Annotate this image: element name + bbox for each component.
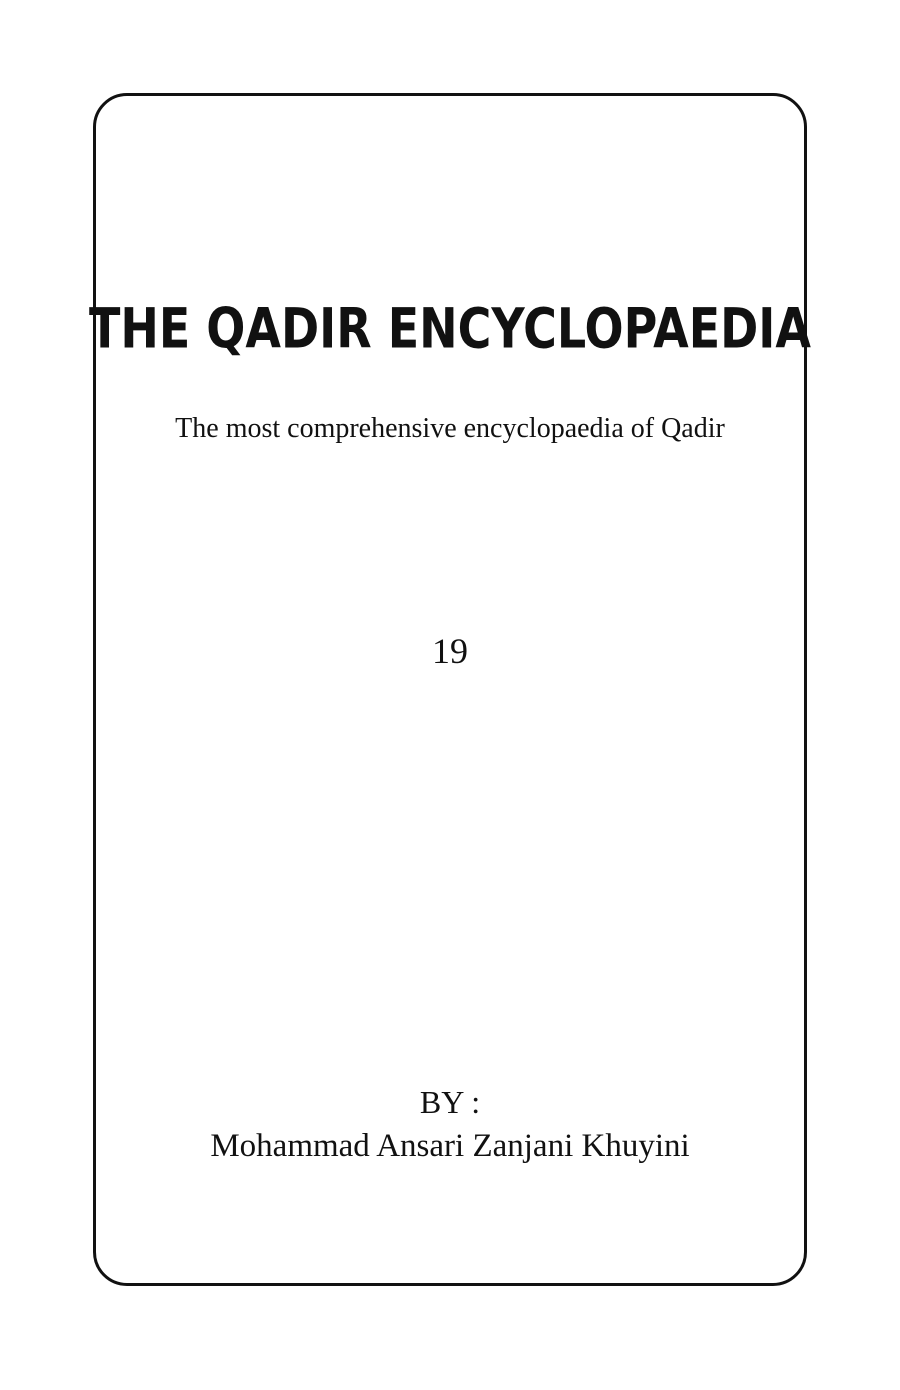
author-name: Mohammad Ansari Zanjani Khuyini <box>210 1128 690 1164</box>
volume-number: 19 <box>432 631 468 671</box>
book-subtitle: The most comprehensive encyclopaedia of Qadir <box>175 413 725 444</box>
by-label: BY : <box>419 1084 481 1120</box>
book-title: THE QADIR ENCYCLOPAEDIA <box>88 296 812 361</box>
